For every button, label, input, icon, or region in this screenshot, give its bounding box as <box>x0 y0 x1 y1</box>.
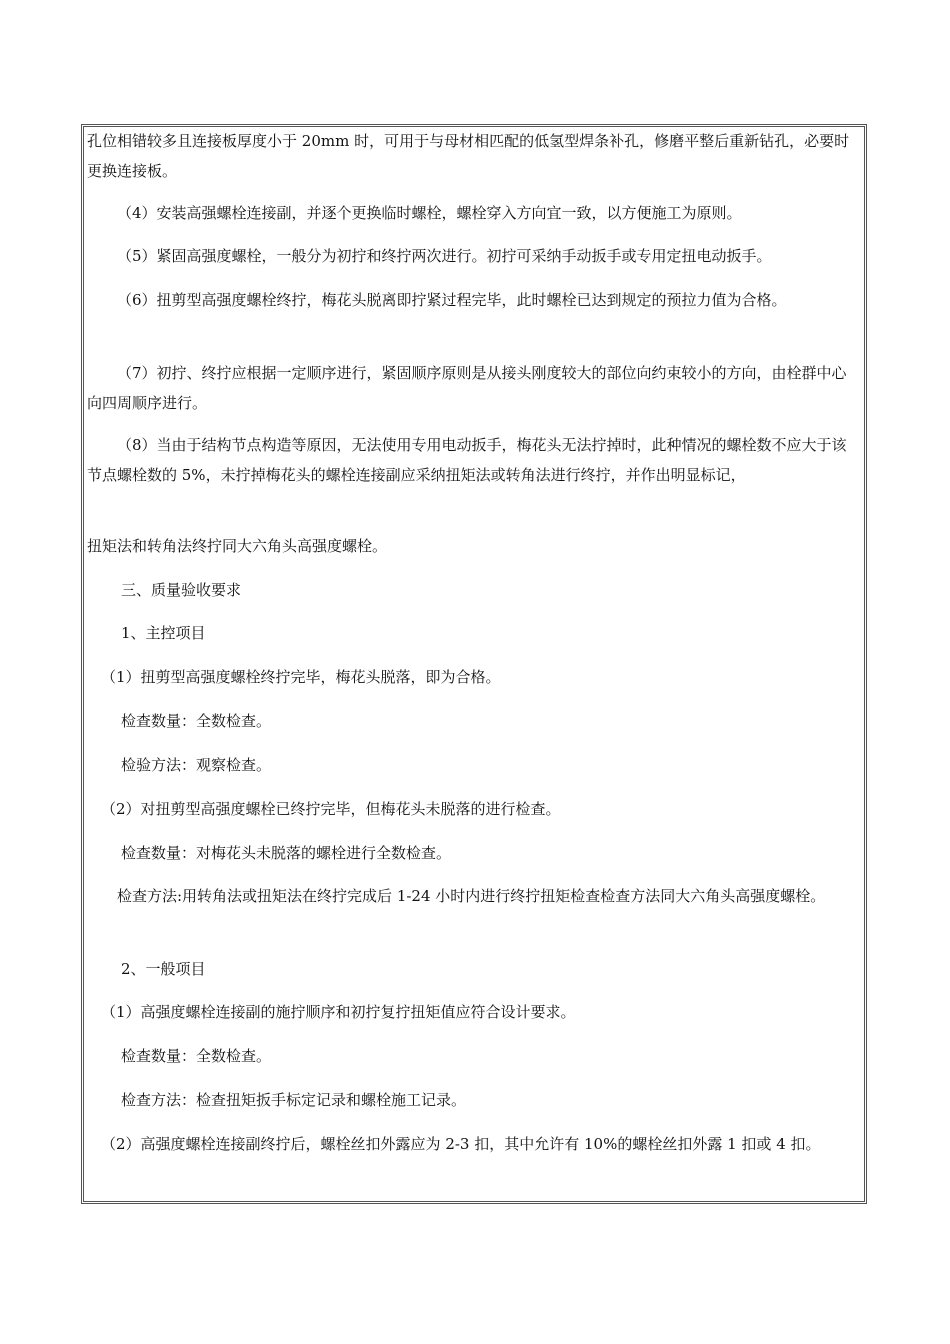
paragraph-hole-repair: 孔位相错较多且连接板厚度小于 20mm 时，可用于与母材相匹配的低氢型焊条补孔，修磨平整后重新钻孔，必要时更换连接板。 <box>87 132 850 180</box>
general-item-1: （1）高强度螺栓连接副的施拧顺序和初拧复拧扭矩值应符合设计要求。 <box>101 1003 576 1021</box>
paragraph-step-4: （4）安装高强螺栓连接副，并逐个更换临时螺栓，螺栓穿入方向宜一致，以方便施工为原则。 <box>117 204 742 222</box>
main-item-1: （1）扭剪型高强度螺栓终拧完毕，梅花头脱落，即为合格。 <box>101 668 501 686</box>
paragraph-step-7: （7）初拧、终拧应根据一定顺序进行，紧固顺序原则是从接头刚度较大的部位向约束较小的方向，由栓群中心向四周顺序进行。 <box>87 364 847 412</box>
general-item-2: （2）高强度螺栓连接副终拧后，螺栓丝扣外露应为 2-3 扣，其中允许有 10%的螺栓丝扣外露 1 扣或 4 扣。 <box>101 1135 821 1153</box>
main-item-1-method: 检验方法：观察检查。 <box>121 756 272 774</box>
paragraph-step-5: （5）紧固高强度螺栓，一般分为初拧和终拧两次进行。初拧可采纳手动扳手或专用定扭电动扳手。 <box>117 247 772 265</box>
main-item-1-quantity: 检查数量：全数检查。 <box>121 712 272 730</box>
paragraph-step-6: （6）扭剪型高强度螺栓终拧，梅花头脱离即拧紧过程完毕，此时螺栓已达到规定的预拉力值为合格。 <box>117 291 787 309</box>
paragraph-torque-method: 扭矩法和转角法终拧同大六角头高强度螺栓。 <box>87 537 388 555</box>
main-item-2-method: 检查方法:用转角法或扭矩法在终拧完成后 1-24 小时内进行终拧扭矩检查检查方法同大六角头高强度螺栓。 <box>117 887 826 905</box>
paragraph-step-8: （8）当由于结构节点构造等原因，无法使用专用电动扳手，梅花头无法拧掉时，此种情况的螺栓数不应大于该节点螺栓数的 5%，未拧掉梅花头的螺栓连接副应采纳扭矩法或转角法进行终拧，并作出明显标记， <box>87 436 847 484</box>
main-item-2-quantity: 检查数量：对梅花头未脱落的螺栓进行全数检查。 <box>121 844 452 862</box>
main-item-2: （2）对扭剪型高强度螺栓已终拧完毕，但梅花头未脱落的进行检查。 <box>101 800 561 818</box>
section-heading-quality: 三、质量验收要求 <box>121 581 242 599</box>
subheading-main-items: 1、主控项目 <box>121 624 206 642</box>
general-item-1-method: 检查方法：检查扭矩扳手标定记录和螺栓施工记录。 <box>121 1091 467 1109</box>
subheading-general-items: 2、一般项目 <box>121 960 206 978</box>
general-item-1-quantity: 检查数量：全数检查。 <box>121 1047 272 1065</box>
